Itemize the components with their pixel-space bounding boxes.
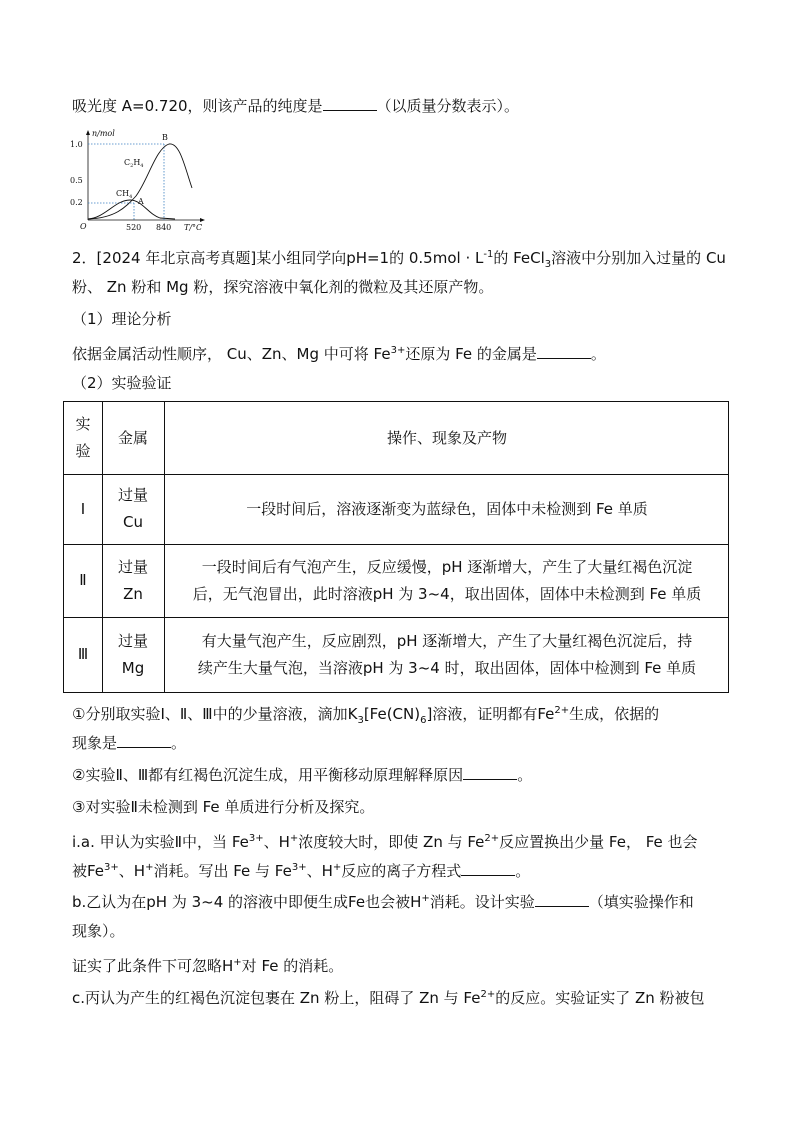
after-line-3: ②实验Ⅱ、Ⅲ都有红褐色沉淀生成，用平衡移动原理解释原因 。 (72, 766, 533, 784)
answer-blank[interactable] (537, 344, 591, 359)
answer-blank[interactable] (323, 96, 377, 111)
x-axis-label: T/°C (184, 223, 203, 232)
answer-blank[interactable] (117, 733, 171, 748)
q2-line-a (72, 245, 726, 275)
q2-text-c: 依据金属活动性顺序， Cu、Zn、Mg 中可将 Fe (72, 345, 391, 363)
experiment-table (63, 401, 729, 693)
after-line-9: 证实了此条件下可忽略H+对 Fe 的消耗。 (72, 957, 344, 975)
after-line-6: 被$Fe^{3+}$、H+消耗。写出 Fe 与 $Fe^{3+}$、H+反应的离子方程式 。 (72, 862, 531, 880)
point-b: B (162, 133, 168, 142)
row3-metal: 过量 Mg (117, 631, 148, 677)
answer-blank[interactable] (463, 765, 517, 780)
row2-id: Ⅱ (79, 571, 87, 589)
purity-text: 吸光度 A=0.720，则该产品的纯度是 (72, 97, 323, 115)
after-line-10: c.丙认为产生的红褐色沉淀包裹在 Zn 粉上，阻碍了 Zn 与 $Fe^{2+}$的反应。实验证实了 Zn 粉被包 (72, 989, 705, 1007)
q2-text-a2: 的 FeCl (493, 249, 545, 267)
y-axis-label: n/mol (92, 129, 115, 138)
after-line-8: 现象）。 (72, 922, 125, 940)
origin-label: O (80, 222, 87, 231)
header-exp: 实 验 (75, 415, 91, 460)
q2-sup-c: 3+ (390, 345, 406, 356)
q2-text-a3: 溶液中分别加入过量的 Cu (551, 249, 726, 267)
x-tick-840: 840 (156, 223, 172, 232)
purity-tail: （以质量分数表示）。 (376, 97, 520, 115)
c2h4-label: $C_2H_4$ (124, 158, 144, 169)
answer-blank[interactable] (461, 861, 515, 876)
row1-metal: 过量 Cu (117, 486, 148, 531)
point-a: A (138, 197, 144, 206)
q2-text-c2: 还原为 Fe 的金属是 (405, 345, 537, 363)
row3-id: Ⅲ (77, 645, 89, 663)
q2-sub1: （1）理论分析 (72, 310, 172, 328)
after-line-1: ①分别取实验Ⅰ、Ⅱ、Ⅲ中的少量溶液，滴加$K_3[Fe(CN)_6]$溶液，证明都有$Fe^{2+}$生成，依据的 (72, 705, 660, 726)
q2-line-b: 粉、 Zn 粉和 Mg 粉，探究溶液中氧化剂的微粒及其还原产物。 (72, 278, 494, 296)
y-tick-05: 0.5 (70, 176, 83, 185)
after-line-7: b.乙认为在pH 为 3~4 的溶液中即便生成Fe也会被H+消耗。设计实验 （填实验操作和 (72, 893, 694, 911)
answer-blank[interactable] (535, 892, 589, 907)
row1-ops: 一段时间后，溶液逐渐变为蓝绿色，固体中未检测到 Fe 单质 (246, 499, 648, 518)
y-tick-02: 0.2 (70, 198, 83, 207)
c2h4-curve (88, 144, 192, 219)
row2-metal: 过量 Zn (117, 557, 148, 603)
q2-sub-a: 3 (544, 259, 552, 270)
n-vs-t-mini-chart (70, 128, 210, 232)
after-line-2: 现象是 。 (72, 734, 187, 752)
q2-text-a: 2．[2024 年北京高考真题]某小组同学向pH=1的 0.5mol · L (72, 249, 484, 267)
y-axis-arrow (86, 130, 90, 135)
row1-id: I (80, 499, 86, 518)
purity-question-line (72, 96, 519, 116)
header-metal: 金属 (117, 428, 148, 447)
ch4-label: $CH_4$ (116, 189, 133, 200)
y-tick-1: 1.0 (70, 140, 83, 149)
after-line-5: i.a. 甲认为实验Ⅱ中，当 $Fe^{3+}$、H+浓度较大时，即使 Zn 与 $Fe^{2+}$反应置换出少量 Fe， Fe 也会 (72, 833, 698, 851)
row2-ops: 一段时间后有气泡产生，反应缓慢，pH 逐渐增大，产生了大量红褐色沉淀 后，无气泡冒出，此时溶液pH 为 3~4，取出固体，固体中未检测到 Fe 单质 (192, 557, 702, 603)
q2-sub2: （2）实验验证 (72, 374, 172, 392)
q2-text-c-end: 。 (590, 345, 606, 363)
x-tick-520: 520 (126, 223, 142, 232)
q2-line-c (72, 341, 606, 364)
header-ops: 操作、现象及产物 (386, 428, 507, 447)
after-line-4: ③对实验Ⅱ未检测到 Fe 单质进行分析及探究。 (72, 798, 375, 816)
x-axis-arrow (200, 218, 205, 222)
row3-ops: 有大量气泡产生，反应剧烈，pH 逐渐增大，产生了大量红褐色沉淀后，持 续产生大量气泡，当溶液pH 为 3~4 时，取出固体，固体中检测到 Fe 单质 (197, 631, 697, 677)
q2-sup-a: -1 (483, 249, 494, 260)
